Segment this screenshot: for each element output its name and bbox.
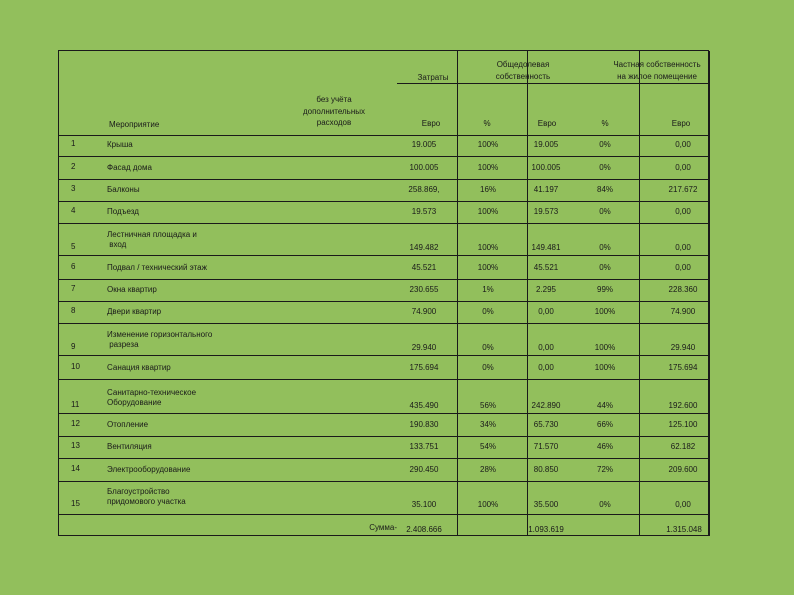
cell-pct-common: 34% [479, 420, 497, 429]
cell-pct-private: 99% [596, 285, 614, 294]
header-private-1: Частная собственность [613, 60, 701, 69]
total-label: Сумма- [369, 523, 397, 532]
cell-euro-private: 175.694 [668, 363, 698, 372]
row-number: 9 [71, 342, 76, 351]
header-common-1: Общедолевая [496, 60, 550, 69]
column-divider [639, 51, 640, 536]
cell-euro-private: 0,00 [675, 140, 691, 149]
row-divider [59, 223, 710, 224]
cell-costs: 35.100 [411, 500, 437, 509]
cell-euro-private: 0,00 [675, 500, 691, 509]
row-divider [59, 323, 710, 324]
row-divider [59, 201, 710, 202]
row-measure-name: Изменение горизонтального разреза [107, 330, 213, 349]
header-divider [397, 83, 709, 84]
row-measure-name: Электрооборудование [107, 465, 191, 474]
row-number: 6 [71, 262, 76, 271]
cell-pct-common: 56% [479, 401, 497, 410]
row-divider [59, 301, 710, 302]
cell-pct-common: 0% [482, 343, 494, 352]
row-divider [59, 179, 710, 180]
cell-pct-private: 44% [596, 401, 614, 410]
row-divider [59, 255, 710, 256]
row-divider [59, 156, 710, 157]
header-euro-common: Евро [537, 119, 557, 128]
row-number: 1 [71, 139, 76, 148]
row-number: 5 [71, 242, 76, 251]
cell-costs: 74.900 [411, 307, 437, 316]
row-measure-name: Двери квартир [107, 307, 162, 316]
cell-euro-private: 0,00 [675, 207, 691, 216]
cell-pct-private: 84% [596, 185, 614, 194]
cell-euro-private: 228.360 [668, 285, 698, 294]
cell-euro-private: 0,00 [675, 243, 691, 252]
row-measure-name: Подъезд [107, 207, 139, 216]
row-number: 14 [71, 464, 80, 473]
row-number: 12 [71, 419, 80, 428]
header-pct-private: % [601, 119, 609, 128]
cell-pct-private: 0% [599, 163, 611, 172]
cell-pct-common: 16% [479, 185, 497, 194]
row-number: 11 [71, 400, 80, 409]
cell-euro-common: 0,00 [538, 307, 554, 316]
cell-costs: 29.940 [411, 343, 437, 352]
row-measure-name: Лестничная площадка и вход [107, 230, 197, 249]
header-pct-common: % [483, 119, 491, 128]
row-divider [59, 413, 710, 414]
cell-costs: 258.869, [408, 185, 440, 194]
total-euro-private: 1.315.048 [666, 525, 702, 534]
row-divider [59, 436, 710, 437]
cell-pct-private: 0% [599, 263, 611, 272]
header-costs: Затраты [417, 73, 449, 82]
cell-euro-private: 192.600 [668, 401, 698, 410]
cell-euro-common: 149.481 [531, 243, 561, 252]
cell-euro-common: 0,00 [538, 343, 554, 352]
row-number: 4 [71, 206, 76, 215]
cell-costs: 100.005 [409, 163, 439, 172]
cell-pct-common: 28% [479, 465, 497, 474]
cell-euro-common: 0,00 [538, 363, 554, 372]
header-euro-costs: Евро [421, 119, 441, 128]
row-divider [59, 279, 710, 280]
cell-euro-common: 80.850 [533, 465, 559, 474]
row-measure-name: Балконы [107, 185, 140, 194]
cell-euro-private: 74.900 [670, 307, 696, 316]
cell-pct-private: 0% [599, 140, 611, 149]
cell-euro-common: 19.005 [533, 140, 559, 149]
cell-pct-common: 100% [477, 207, 499, 216]
cell-euro-private: 217.672 [668, 185, 698, 194]
row-divider [59, 458, 710, 459]
column-divider [709, 51, 710, 536]
cell-euro-common: 41.197 [533, 185, 559, 194]
column-divider [457, 51, 458, 536]
cell-pct-private: 0% [599, 207, 611, 216]
row-number: 10 [71, 362, 80, 371]
row-measure-name: Санитарно-техническое Оборудование [107, 388, 197, 407]
row-measure-name: Санация квартир [107, 363, 171, 372]
row-divider [59, 355, 710, 356]
cell-euro-common: 71.570 [533, 442, 559, 451]
row-number: 13 [71, 441, 80, 450]
cell-pct-private: 100% [594, 363, 616, 372]
cell-euro-private: 0,00 [675, 163, 691, 172]
cell-costs: 19.573 [411, 207, 437, 216]
row-divider [59, 379, 710, 380]
cost-table [58, 50, 709, 536]
cell-costs: 45.521 [411, 263, 437, 272]
cell-euro-common: 100.005 [531, 163, 561, 172]
row-measure-name: Подвал / технический этаж [107, 263, 207, 272]
cell-pct-common: 0% [482, 307, 494, 316]
cell-pct-private: 46% [596, 442, 614, 451]
header-measure: Мероприятие [109, 120, 160, 129]
cell-pct-common: 54% [479, 442, 497, 451]
row-number: 7 [71, 284, 76, 293]
row-measure-name: Фасад дома [107, 163, 152, 172]
cell-costs: 230.655 [409, 285, 439, 294]
cell-costs: 190.830 [409, 420, 439, 429]
cell-euro-common: 242.890 [531, 401, 561, 410]
cell-euro-common: 35.500 [533, 500, 559, 509]
header-no-costs-1: без учёта [316, 95, 352, 104]
row-measure-name: Крыша [107, 140, 133, 149]
row-number: 3 [71, 184, 76, 193]
cell-costs: 19.005 [411, 140, 437, 149]
cell-euro-private: 125.100 [668, 420, 698, 429]
total-costs: 2.408.666 [406, 525, 442, 534]
cell-euro-private: 29.940 [670, 343, 696, 352]
row-measure-name: Отопление [107, 420, 149, 429]
cell-costs: 149.482 [409, 243, 439, 252]
cell-pct-private: 100% [594, 343, 616, 352]
cell-euro-private: 209.600 [668, 465, 698, 474]
cell-pct-common: 1% [482, 285, 494, 294]
cell-costs: 175.694 [409, 363, 439, 372]
cell-pct-common: 0% [482, 363, 494, 372]
header-private-2: на жилое помещение [617, 72, 697, 81]
row-number: 2 [71, 162, 76, 171]
cell-costs: 290.450 [409, 465, 439, 474]
cell-pct-common: 100% [477, 163, 499, 172]
total-euro-common: 1.093.619 [528, 525, 564, 534]
cell-euro-private: 0,00 [675, 263, 691, 272]
cell-costs: 435.490 [409, 401, 439, 410]
row-measure-name: Вентиляция [107, 442, 152, 451]
cell-euro-common: 45.521 [533, 263, 559, 272]
cell-pct-private: 0% [599, 243, 611, 252]
row-measure-name: Окна квартир [107, 285, 157, 294]
cell-pct-common: 100% [477, 263, 499, 272]
column-divider [527, 51, 528, 536]
header-euro-private: Евро [671, 119, 691, 128]
cell-pct-common: 100% [477, 140, 499, 149]
row-number: 15 [71, 499, 80, 508]
cell-pct-private: 100% [594, 307, 616, 316]
row-number: 8 [71, 306, 76, 315]
row-measure-name: Благоустройство придомового участка [107, 487, 186, 506]
cell-costs: 133.751 [409, 442, 439, 451]
header-common-2: собственность [495, 72, 551, 81]
row-divider [59, 481, 710, 482]
cell-pct-private: 72% [596, 465, 614, 474]
header-no-costs-2: дополнительных [302, 107, 366, 116]
header-divider [59, 135, 710, 136]
cell-euro-common: 19.573 [533, 207, 559, 216]
cell-pct-private: 0% [599, 500, 611, 509]
cell-pct-private: 66% [596, 420, 614, 429]
cell-pct-common: 100% [477, 500, 499, 509]
cell-euro-common: 2.295 [535, 285, 557, 294]
row-divider [59, 514, 710, 515]
header-no-costs-3: расходов [316, 118, 352, 127]
cell-pct-common: 100% [477, 243, 499, 252]
cell-euro-common: 65.730 [533, 420, 559, 429]
cell-euro-private: 62.182 [670, 442, 696, 451]
